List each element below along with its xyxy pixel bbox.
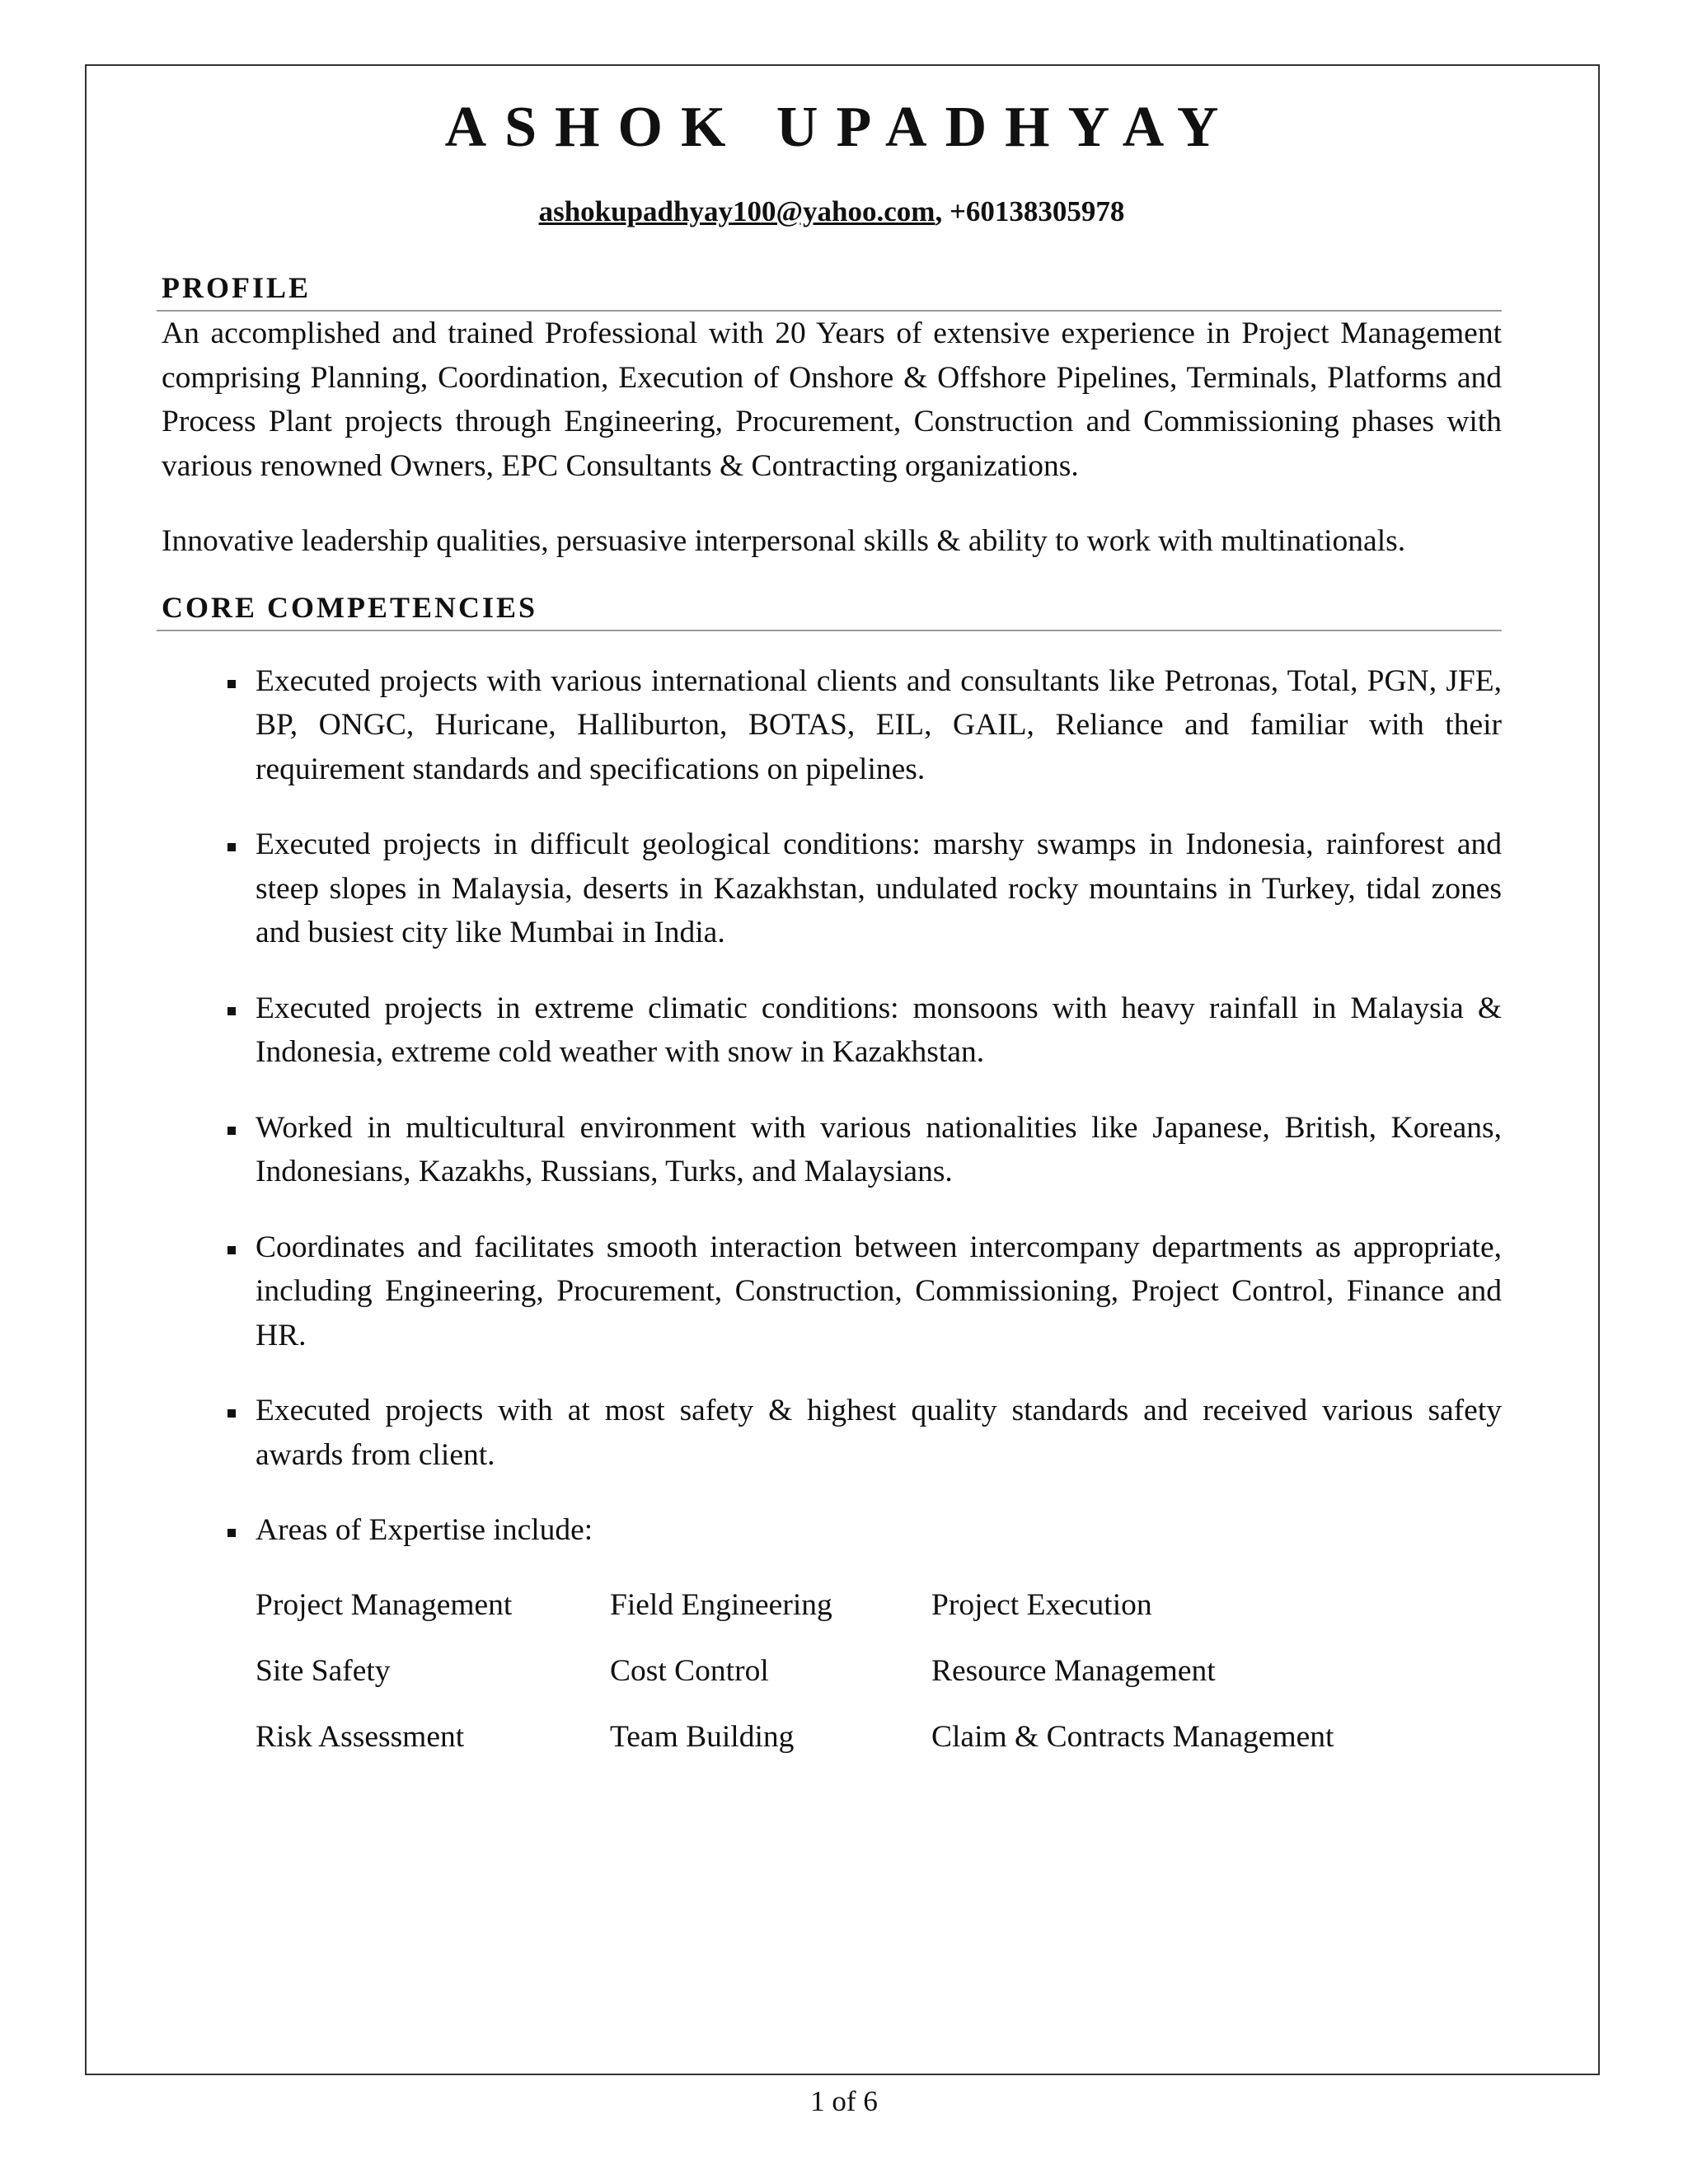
square-bullet-icon: [227, 1409, 236, 1418]
contact-separator: ,: [935, 195, 950, 227]
profile-heading: PROFILE: [157, 267, 1502, 312]
square-bullet-icon: [227, 1246, 236, 1254]
expertise-row: [256, 1572, 1502, 1638]
expertise-row: [256, 1704, 1502, 1770]
resume-content: [162, 91, 1502, 1770]
list-item: [256, 987, 1502, 1075]
square-bullet-icon: [227, 680, 236, 688]
expertise-item: Risk Assessment: [256, 1719, 465, 1754]
expertise-item: Cost Control: [610, 1653, 769, 1688]
square-bullet-icon: [227, 1007, 236, 1015]
email-link[interactable]: ashokupadhyay100@yahoo.com: [538, 195, 935, 227]
core-competencies-heading: CORE COMPETENCIES: [157, 587, 1502, 631]
list-item-text: Worked in multicultural environment with various nationalities like Japanese, British, Koreans, Indonesians, Kazakhs, Russians, Turks, and Malaysians.: [256, 1110, 1502, 1188]
list-item: [256, 659, 1502, 792]
square-bullet-icon: [227, 1127, 236, 1135]
page-number: 1 of 6: [810, 2085, 878, 2117]
profile-paragraph: Innovative leadership qualities, persuasive interpersonal skills & ability to work with multinationals.: [162, 524, 1406, 558]
expertise-item: Project Execution: [931, 1587, 1152, 1622]
list-item: [256, 1106, 1502, 1194]
square-bullet-icon: [227, 843, 236, 851]
list-item-text: Executed projects in extreme climatic conditions: monsoons with heavy rainfall in Malaysia & Indonesia, extreme cold weather with snow in Kazakhstan.: [256, 991, 1502, 1069]
list-item: [256, 1389, 1502, 1477]
core-competencies-list: [162, 659, 1502, 1553]
list-item-text: Executed projects in difficult geological conditions: marshy swamps in Indonesia, rainforest and steep slopes in Malaysia, deserts in Kazakhstan, undulated rocky mountains in Turkey, tidal zones and busiest city like Mumbai in India.: [256, 827, 1502, 949]
profile-paragraph: An accomplished and trained Professional with 20 Years of extensive experience in Project Management comprising Planning, Coordination, Execution of Onshore & Offshore Pipelines, Terminals, Platforms and Process Plant projects through Engineering, Procurement, Construction and Commissioning phases with various renowned Owners, EPC Consultants & Contracting organizations.: [162, 316, 1502, 483]
list-item: [256, 823, 1502, 955]
candidate-name: ASHOK UPADHYAY: [444, 96, 1237, 159]
list-item: [256, 1508, 1502, 1553]
expertise-item: Claim & Contracts Management: [931, 1719, 1334, 1754]
expertise-item: Site Safety: [256, 1653, 391, 1688]
contact-line: [162, 191, 1502, 232]
list-item-text: Areas of Expertise include:: [256, 1513, 593, 1547]
list-item-text: Coordinates and facilitates smooth interaction between intercompany departments as appropriate, including Engineering, Procurement, Construction, Commissioning, Project Control, Finance and HR.: [256, 1230, 1502, 1352]
expertise-item: Field Engineering: [610, 1587, 832, 1622]
list-item-text: Executed projects with various international clients and consultants like Petronas, Total, PGN, JFE, BP, ONGC, Huricane, Halliburton, BOTAS, EIL, GAIL, Reliance and familiar with their requirement standards and specifications on pipelines.: [256, 663, 1502, 786]
expertise-grid: [256, 1572, 1502, 1770]
expertise-item: Team Building: [610, 1719, 795, 1754]
list-item: [256, 1226, 1502, 1358]
phone-number: +60138305978: [949, 195, 1125, 227]
expertise-row: [256, 1638, 1502, 1704]
expertise-item: Project Management: [256, 1587, 513, 1622]
square-bullet-icon: [227, 1529, 236, 1537]
expertise-item: Resource Management: [931, 1653, 1216, 1688]
list-item-text: Executed projects with at most safety & highest quality standards and received various safety awards from client.: [256, 1394, 1502, 1472]
